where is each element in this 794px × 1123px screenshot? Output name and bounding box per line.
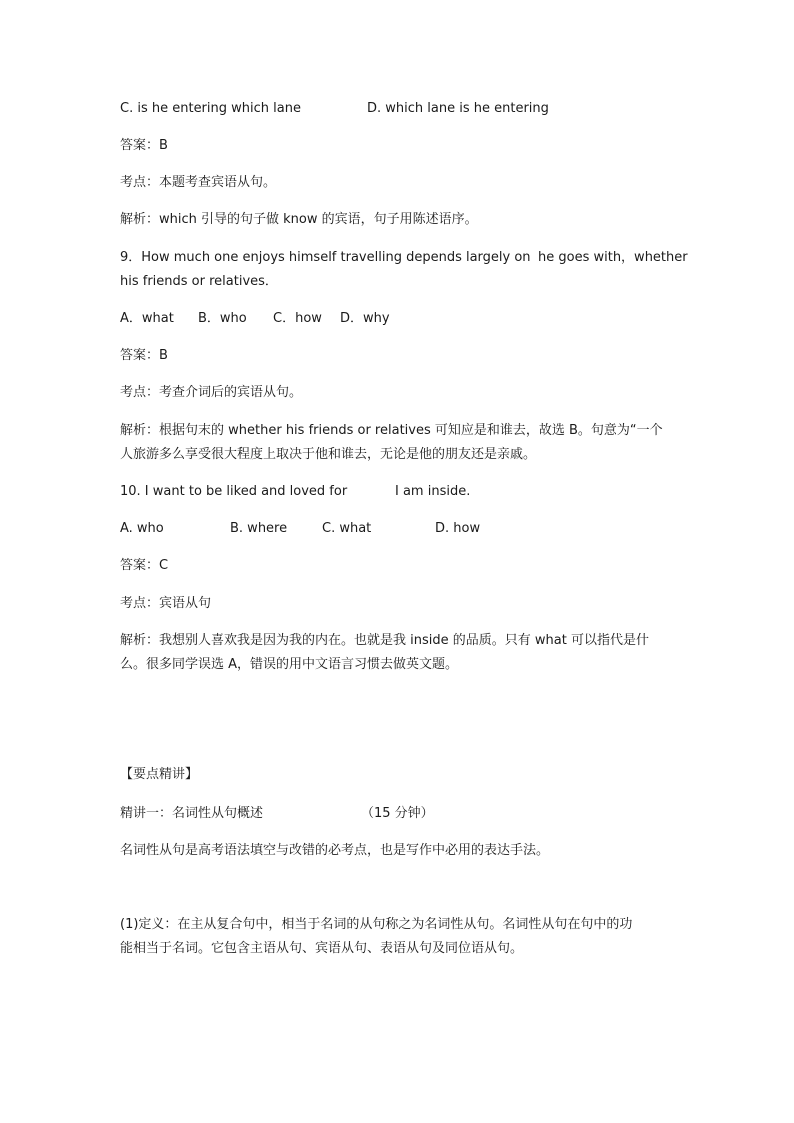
q9-stem-part1: 9．How much one enjoys himself travelling depends largely on xyxy=(120,250,531,265)
q8-answer: 答案：B xyxy=(120,138,168,153)
definition-line1: (1)定义：在主从复合句中，相当于名词的从句称之为名词性从句。名词性从句在句中的功 xyxy=(120,917,633,932)
section-subtitle: 精讲一：名词性从句概述 xyxy=(120,806,264,821)
q9-option-a: A．what xyxy=(120,311,174,326)
q9-stem-part2: he goes with，whether xyxy=(538,250,688,265)
section-heading: 【要点精讲】 xyxy=(120,767,199,782)
q10-stem-part2: I am inside. xyxy=(395,484,471,499)
q8-option-d: D. which lane is he entering xyxy=(367,101,549,116)
section-intro: 名词性从句是高考语法填空与改错的必考点，也是写作中必用的表达手法。 xyxy=(120,843,550,858)
q9-option-c: C．how xyxy=(273,311,322,326)
q10-analysis-line2: 么。很多同学误选 A，错误的用中文语言习惯去做英文题。 xyxy=(120,657,459,672)
q10-option-b: B. where xyxy=(230,521,288,536)
q9-analysis-line2: 人旅游多么享受很大程度上取决于他和谁去，无论是他的朋友还是亲戚。 xyxy=(120,447,537,462)
q10-option-c: C. what xyxy=(322,521,372,536)
q10-option-d: D. how xyxy=(435,521,481,536)
q10-analysis-line1: 解析：我想别人喜欢我是因为我的内在。也就是我 inside 的品质。只有 what 可以指代是什 xyxy=(120,633,649,648)
q8-analysis: 解析：which 引导的句子做 know 的宾语，句子用陈述语序。 xyxy=(120,212,478,227)
q10-point: 考点：宾语从句 xyxy=(120,596,212,611)
definition-line2: 能相当于名词。它包含主语从句、宾语从句、表语从句及同位语从句。 xyxy=(120,941,524,956)
q8-point: 考点：本题考查宾语从句。 xyxy=(120,175,277,190)
q10-stem-part1: 10. I want to be liked and loved for xyxy=(120,484,348,499)
section-duration: （15 分钟） xyxy=(361,806,434,821)
q9-option-b: B．who xyxy=(198,311,247,326)
q8-option-c: C. is he entering which lane xyxy=(120,101,301,116)
q9-analysis-line1: 解析：根据句末的 whether his friends or relatives 可知应是和谁去，故选 B。句意为“一个 xyxy=(120,423,663,438)
q9-answer: 答案：B xyxy=(120,348,168,363)
q10-answer: 答案：C xyxy=(120,558,169,573)
q9-point: 考点：考查介词后的宾语从句。 xyxy=(120,385,303,400)
q9-option-d: D．why xyxy=(340,311,390,326)
q10-option-a: A. who xyxy=(120,521,164,536)
q9-stem-part3: his friends or relatives． xyxy=(120,274,278,289)
